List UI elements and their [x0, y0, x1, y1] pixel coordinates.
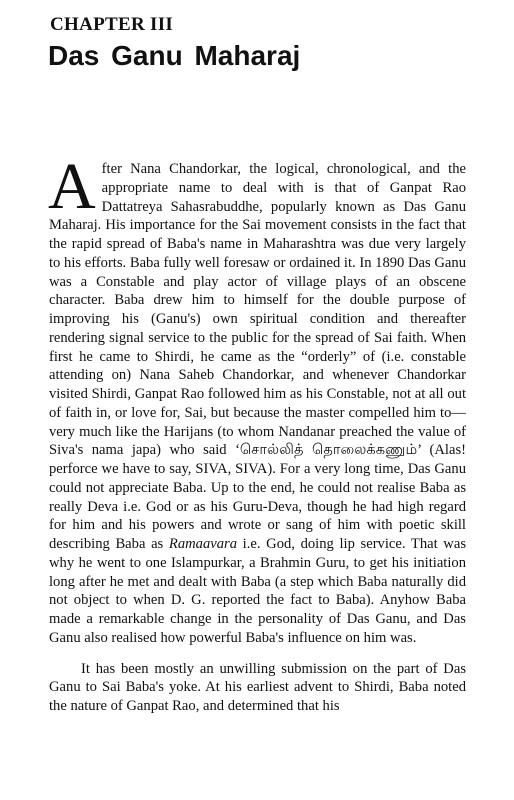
- paragraph-1: [48, 150, 466, 648]
- chapter-label: CHAPTER III: [50, 14, 174, 35]
- drop-cap: A: [48, 150, 96, 223]
- paragraph-2: It has been mostly an unwilling submission on the part of Das Ganu to Sai Baba's yoke. At his earliest advent to Shirdi, Baba noted the nature of Ganpat Rao, and determined that his: [49, 660, 466, 714]
- paragraph-1-italic-term: Ramaavara: [168, 536, 238, 552]
- paragraph-1-text-a: fter Nana Chandorkar, the logical, chronological, and the appropriate name to deal with is that of Ganpat Rao Dattatreya Sahasrabuddhe, popularly known as Das Ganu Maharaj. His importance for the Sai movement consists in the fact that the rapid spread of Baba's name in Maharashtra was due very largely to his efforts. Baba fully well foresaw or ordained it. In 1890 Das Ganu was a Constable and play actor of village plays of an obscene character. Baba drew him to himself for the double purpose of improving his (Ganu's) own spiritual condition and thereafter rendering signal service to the public for the spread of Sai faith. When first he came to Shirdi, he came as the “orderly” of (i.e. constable attending on) Nana Saheb Chandorkar, and whenever Chandorkar visited Shirdi, Ganpat Rao followed him as his Constable, not at all out of faith in, or love for, Sai, but because the master compelled him to—very much like the Harijans (to whom Nandanar preached the value of Siva's nama japa) who said ‘சொல்லித் தொலைக்கணும்’ (Alas! perforce we have to say, SIVA, SIVA). For a very long time, Das Ganu could not appreciate Baba. Up to the end, he could not realise Baba as really Deva i.e. God or as his Guru-Deva, though he had high regard for him and his powers and wrote or sang of him with poetic skill describing Baba as: [49, 161, 466, 552]
- chapter-body: [48, 150, 466, 716]
- paragraph-1-text-b: i.e. God, doing lip service. That was why he went to one Islampurkar, a Brahmin Guru, to get his initiation long after he met and dealt with Baba (a step which Baba naturally did not object to when D. G. reported the fact to Baba). Anyhow Baba made a remarkable change in the personality of Das Ganu, and Das Ganu also realised how powerful Baba's influence on him was.: [49, 536, 466, 646]
- chapter-title: Das Ganu Maharaj: [48, 40, 301, 71]
